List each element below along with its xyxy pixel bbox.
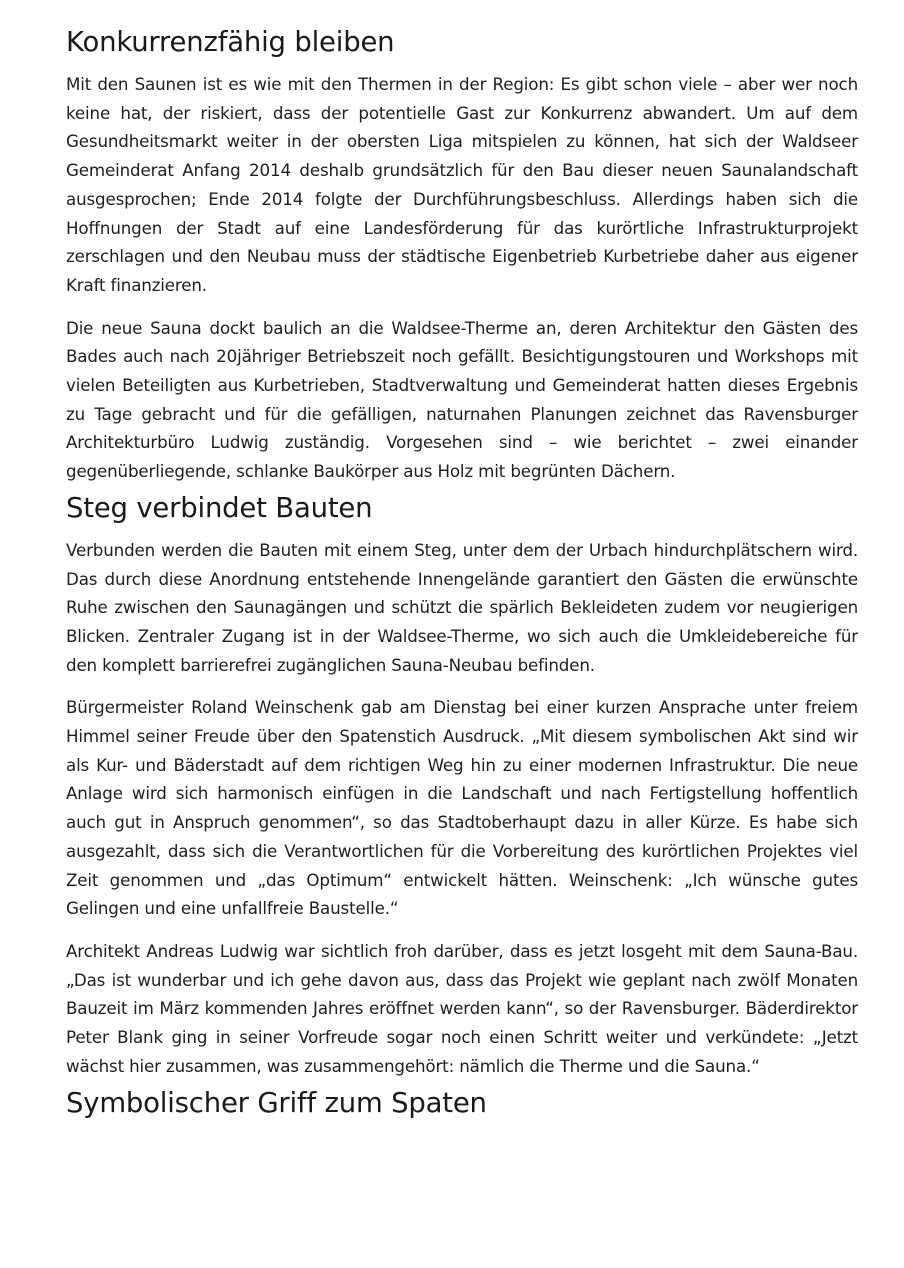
section-heading-spaten: Symbolischer Griff zum Spaten — [66, 1086, 487, 1119]
paragraph: Die neue Sauna dockt baulich an die Waldsee-Therme an, deren Architektur den Gästen des Bades auch nach 20jähriger Betriebszeit noch gefällt. Besichtigungstouren und Workshops mit vielen Beteiligten aus Kurbetrieben, Stadtverwaltung und Gemeinderat hatten dieses Ergebnis zu Tage gebracht und für die gefälligen, naturnahen Planungen zeichnet das Ravensburger Architekturbüro Ludwig zuständig. Vorgesehen sind – wie berichtet – zwei einander gegenüberliegende, schlanke Baukörper aus Holz mit begrünten Dächern. — [66, 317, 858, 482]
paragraph: Mit den Saunen ist es wie mit den Thermen in der Region: Es gibt schon viele – aber wer noch keine hat, der riskiert, dass der potentielle Gast zur Konkurrenz abwandert. Um auf dem Gesundheitsmarkt weiter in der obersten Liga mitspielen zu können, hat sich der Waldseer Gemeinderat Anfang 2014 deshalb grundsätzlich für den Bau dieser neuen Saunalandschaft ausgesprochen; Ende 2014 folgte der Durchführungsbeschluss. Allerdings haben sich die Hoffnungen der Stadt auf eine Landesförderung für das kurörtliche Infrastrukturprojekt zerschlagen und den Neubau muss der städtische Eigenbetrieb Kurbetriebe daher aus eigener Kraft finanzieren. — [66, 74, 858, 295]
section-heading-konkurrenzfaehig: Konkurrenzfähig bleiben — [66, 26, 395, 58]
section-heading-steg: Steg verbindet Bauten — [66, 491, 373, 524]
paragraph: Bürgermeister Roland Weinschenk gab am Dienstag bei einer kurzen Ansprache unter freiem Himmel seiner Freude über den Spatenstich Ausdruck. „Mit diesem symbolischen Akt sind wir als Kur- und Bäderstadt auf dem richtigen Weg hin zu einer modernen Infrastruktur. Die neue Anlage wird sich harmonisch einfügen in die Landschaft und nach Fertigstellung hoffentlich auch gut in Anspruch genommen“, so das Stadtoberhaupt dazu in aller Kürze. Es habe sich ausgezahlt, dass sich die Verantwortlichen für die Vorbereitung des kurörtlichen Projektes viel Zeit genommen und „das Optimum“ entwickelt hätten. Weinschenk: „Ich wünsche gutes Gelingen und eine unfallfreie Baustelle.“ — [66, 697, 858, 919]
paragraph: Architekt Andreas Ludwig war sichtlich froh darüber, dass es jetzt losgeht mit dem Sauna-Bau. „Das ist wunderbar und ich gehe davon aus, dass das Projekt wie geplant nach zwölf Monaten Bauzeit im März kommenden Jahres eröffnet werden kann“, so der Ravensburger. Bäderdirektor Peter Blank ging in seiner Vorfreude sogar noch einen Schritt weiter und verkündete: „Jetzt wächst hier zusammen, was zusammengehört: nämlich die Therme und die Sauna.“ — [66, 940, 858, 1076]
article-body — [66, 22, 858, 1131]
paragraph: Verbunden werden die Bauten mit einem Steg, unter dem der Urbach hindurchplätschern wird. Das durch diese Anordnung entstehende Innengelände garantiert den Gästen die erwünschte Ruhe zwischen den Saunagängen und schützt die spärlich Bekleideten zudem vor neugierigen Blicken. Zentraler Zugang ist in der Waldsee-Therme, wo sich auch die Umkleidebereiche für den komplett barrierefrei zugänglichen Sauna-Neubau befinden. — [66, 539, 858, 675]
